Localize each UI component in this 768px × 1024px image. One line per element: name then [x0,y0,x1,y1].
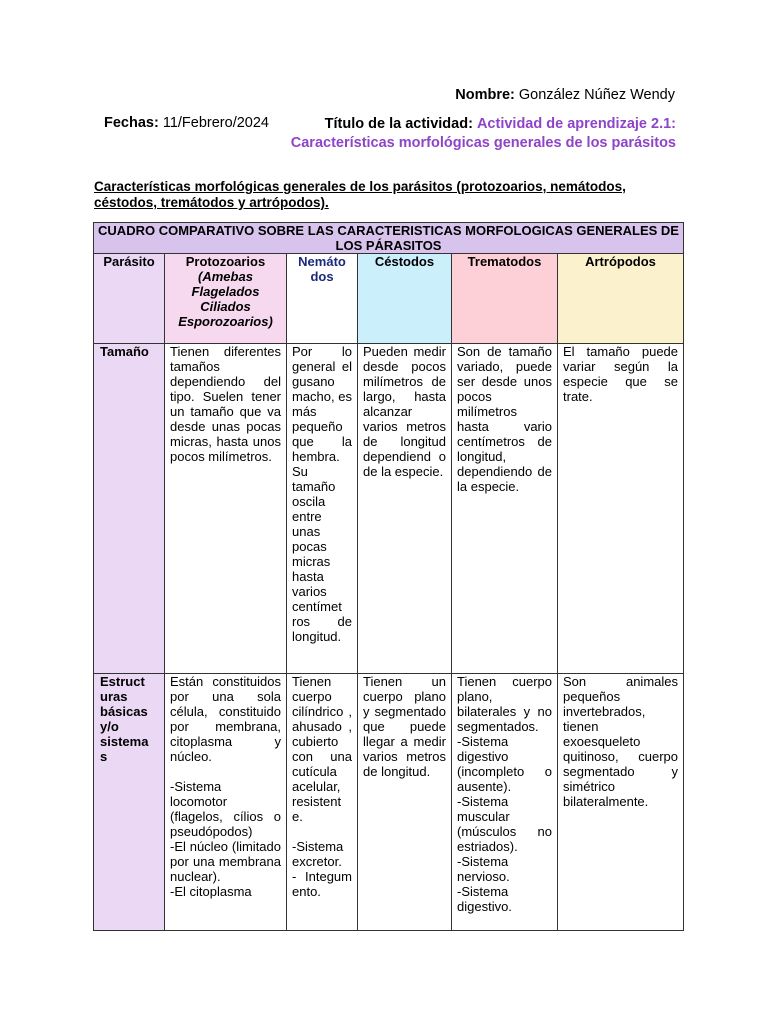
date-line [104,115,269,131]
cell-estructuras-artropodos: Son animales pequeños invertebrados, tienen exoesqueleto quitinoso, cuerpo segmentado y simétrico bilateralmente. [558,674,684,931]
table-row [94,344,684,674]
cell-estructuras-cestodos: Tienen un cuerpo plano y segmentado que puede llegar a medir varios metros de longitud. [358,674,452,931]
name-label: Nombre: [455,87,515,103]
protozoarios-title: Protozoarios [185,254,266,269]
col-header-nematodos: Nemáto dos [287,254,358,344]
table-caption: CUADRO COMPARATIVO SOBRE LAS CARACTERISTICAS MORFOLOGICAS GENERALES DE LOS PÁRASITOS [94,223,684,254]
protozoarios-subtypes: (Amebas Flagelados Ciliados Esporozoarios) [178,269,273,329]
cell-estructuras-trematodos: Tienen cuerpo plano, bilaterales y no segmentados. -Sistema digestivo (incompleto o ausente). -Sistema muscular (músculos no estriados). -Sistema nervioso. -Sistema digestivo. [452,674,558,931]
row-label-estructuras: Estruct uras básicas y/o sistema s [94,674,165,931]
col-header-parasito: Parásito [94,254,165,344]
date-label: Fechas: [104,115,159,131]
cell-estructuras-protozoarios: Están constituidos por una sola célula, constituido por membrana, citoplasma y núcleo. -Sistema locomotor (flagelos, cílios o pseudópodos) -El núcleo (limitado por una membrana nuclear). -El citoplasma [165,674,287,931]
cell-tamano-protozoarios: Tienen diferentes tamaños dependiendo del tipo. Suelen tener un tamaño que va desde unas pocas micras, hasta unos pocos milímetros. [165,344,287,674]
row-label-tamano: Tamaño [94,344,165,674]
name-value: González Núñez Wendy [518,87,675,103]
cell-tamano-nematodos: Por lo general el gusano macho, es más pequeño que la hembra. Su tamaño oscila entre unas pocas micras hasta varios centímet ros de longitud. [287,344,358,674]
cell-tamano-artropodos: El tamaño puede variar según la especie que se trate. [558,344,684,674]
col-header-cestodos: Céstodos [358,254,452,344]
cell-tamano-trematodos: Son de tamaño variado, puede ser desde unos pocos milímetros hasta vario centímetros de longitud, dependiendo de la especie. [452,344,558,674]
title-label: Título de la actividad: [324,116,473,132]
title-value-line1: Actividad de aprendizaje 2.1: [476,116,676,132]
student-name-line [455,87,675,103]
cell-estructuras-nematodos: Tienen cuerpo cilíndrico , ahusado , cubierto con una cutícula acelular, resistent e. -Sistema excretor. - Integum ento. [287,674,358,931]
date-value: 11/Febrero/2024 [162,115,269,131]
col-header-trematodos: Trematodos [452,254,558,344]
activity-title [291,115,676,153]
table-row [94,674,684,931]
col-header-protozoarios [165,254,287,344]
title-value-line2: Características morfológicas generales de los parásitos [290,135,676,151]
comparison-table [93,222,684,931]
col-header-artropodos: Artrópodos [558,254,684,344]
document-subtitle: Características morfológicas generales de los parásitos (protozoarios, nemátodos, céstodos, tremátodos y artrópodos). [94,179,626,210]
cell-tamano-cestodos: Pueden medir desde pocos milímetros de largo, hasta alcanzar varios metros de longitud dependiend o de la especie. [358,344,452,674]
